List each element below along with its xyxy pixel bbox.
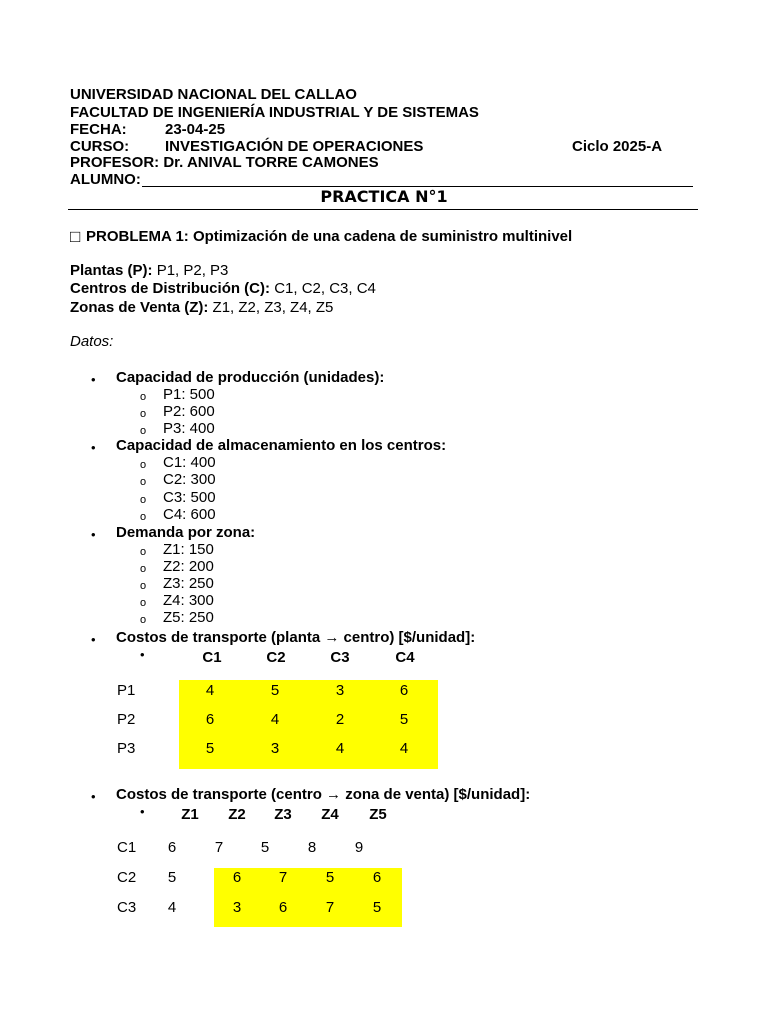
table1-cell: 2 xyxy=(335,711,345,728)
student-label: ALUMNO: xyxy=(70,171,141,188)
zones-value: Z1, Z2, Z3, Z4, Z5 xyxy=(212,299,334,316)
plants-value: P1, P2, P3 xyxy=(156,262,229,279)
table1-cell: 4 xyxy=(335,740,345,757)
table1-row-label: P2 xyxy=(117,711,136,728)
list-item: Z1: 150 xyxy=(163,541,214,558)
course-label: CURSO: xyxy=(70,138,130,155)
table1-cell: 4 xyxy=(205,682,215,699)
storage-label: Capacidad de almacenamiento en los centros: xyxy=(116,437,447,454)
table1-row-label: P3 xyxy=(117,740,136,757)
table2-header: Z2 xyxy=(228,806,246,823)
table1-cell: 5 xyxy=(399,711,409,728)
table1-cell: 6 xyxy=(399,682,409,699)
table2-cell: 7 xyxy=(325,899,335,916)
zones-label: Zonas de Venta (Z): xyxy=(70,299,209,316)
table1-header: C4 xyxy=(395,649,415,666)
table1-cell: 4 xyxy=(270,711,280,728)
sub-bullet-icon: o xyxy=(140,459,147,471)
table2-cell: 6 xyxy=(278,899,288,916)
faculty-name: FACULTAD DE INGENIERÍA INDUSTRIAL Y DE SISTEMAS xyxy=(70,104,479,121)
demand-label: Demanda por zona: xyxy=(116,524,256,541)
table2-cell: 7 xyxy=(214,839,224,856)
table2-cell: 6 xyxy=(167,839,177,856)
table2-cell: 5 xyxy=(167,869,177,886)
table1-cell: 5 xyxy=(270,682,280,699)
table2-cell: 5 xyxy=(325,869,335,886)
list-item: Z5: 250 xyxy=(163,609,214,626)
problem-title: PROBLEMA 1: Optimización de una cadena de suministro multinivel xyxy=(86,228,573,245)
list-item: C1: 400 xyxy=(163,454,216,471)
centers-value: C1, C2, C3, C4 xyxy=(274,280,376,297)
bullet-icon: • xyxy=(91,440,96,455)
table2-row-label: C2 xyxy=(117,869,137,886)
sub-bullet-icon: o xyxy=(140,614,147,626)
list-item: C3: 500 xyxy=(163,489,216,506)
sub-bullet-icon: o xyxy=(140,408,147,420)
sub-bullet-icon: o xyxy=(140,476,147,488)
table2-header: Z3 xyxy=(274,806,292,823)
table1-cell: 3 xyxy=(270,740,280,757)
bullet-icon: • xyxy=(91,632,96,647)
sub-bullet-icon: o xyxy=(140,494,147,506)
table2-cell: 6 xyxy=(372,869,382,886)
table2-cell: 5 xyxy=(260,839,270,856)
title-rule xyxy=(68,209,698,210)
table1-cell: 6 xyxy=(205,711,215,728)
table2-cell: 5 xyxy=(372,899,382,916)
table2-cell: 8 xyxy=(307,839,317,856)
bullet-icon: • xyxy=(91,372,96,387)
table2-row-label: C3 xyxy=(117,899,137,916)
list-item: Z4: 300 xyxy=(163,592,214,609)
sub-bullet-icon: o xyxy=(140,597,147,609)
datos-label: Datos: xyxy=(70,333,114,350)
sub-bullet-icon: o xyxy=(140,511,147,523)
date-label: FECHA: xyxy=(70,121,127,138)
page-title: PRACTICA N°1 xyxy=(320,187,448,206)
list-item: C2: 300 xyxy=(163,471,216,488)
table1-cell: 5 xyxy=(205,740,215,757)
table2-cell: 6 xyxy=(232,869,242,886)
sub-bullet-icon: o xyxy=(140,391,147,403)
table1-cell: 4 xyxy=(399,740,409,757)
table2-label: Costos de transporte (centro → zona de venta) [$/unidad]: xyxy=(116,786,531,803)
list-item: P3: 400 xyxy=(163,420,215,437)
table2-row-label: C1 xyxy=(117,839,137,856)
date-value: 23-04-25 xyxy=(165,121,226,138)
professor: PROFESOR: Dr. ANIVAL TORRE CAMONES xyxy=(70,154,379,171)
centers-label: Centros de Distribución (C): xyxy=(70,280,271,297)
list-item: Z3: 250 xyxy=(163,575,214,592)
table2-header: Z1 xyxy=(181,806,199,823)
course-value: INVESTIGACIÓN DE OPERACIONES xyxy=(165,138,424,155)
sub-bullet-icon: o xyxy=(140,546,147,558)
bullet-icon: • xyxy=(91,789,96,804)
table2-cell: 4 xyxy=(167,899,177,916)
table1-header: C1 xyxy=(202,649,222,666)
table2-cell: 9 xyxy=(354,839,364,856)
university-name: UNIVERSIDAD NACIONAL DEL CALLAO xyxy=(70,86,357,103)
sub-bullet-icon: o xyxy=(140,425,147,437)
bullet-icon: • xyxy=(91,527,96,542)
list-item: C4: 600 xyxy=(163,506,216,523)
table1-header: C2 xyxy=(266,649,286,666)
table1-label: Costos de transporte (planta → centro) [$/unidad]: xyxy=(116,629,476,646)
sub-bullet-icon: o xyxy=(140,563,147,575)
table2-header: Z5 xyxy=(369,806,387,823)
bullet-icon: • xyxy=(140,647,145,662)
table1-header: C3 xyxy=(330,649,350,666)
plants-label: Plantas (P): xyxy=(70,262,153,279)
sub-bullet-icon: o xyxy=(140,580,147,592)
table2-header: Z4 xyxy=(321,806,339,823)
table1-cell: 3 xyxy=(335,682,345,699)
checkbox-icon: □ xyxy=(70,227,81,246)
table2-cell: 3 xyxy=(232,899,242,916)
table2-cell: 7 xyxy=(278,869,288,886)
table1-row-label: P1 xyxy=(117,682,136,699)
bullet-icon: • xyxy=(140,804,145,819)
list-item: P1: 500 xyxy=(163,386,215,403)
production-label: Capacidad de producción (unidades): xyxy=(116,369,385,386)
list-item: Z2: 200 xyxy=(163,558,214,575)
cycle: Ciclo 2025-A xyxy=(572,138,663,155)
list-item: P2: 600 xyxy=(163,403,215,420)
